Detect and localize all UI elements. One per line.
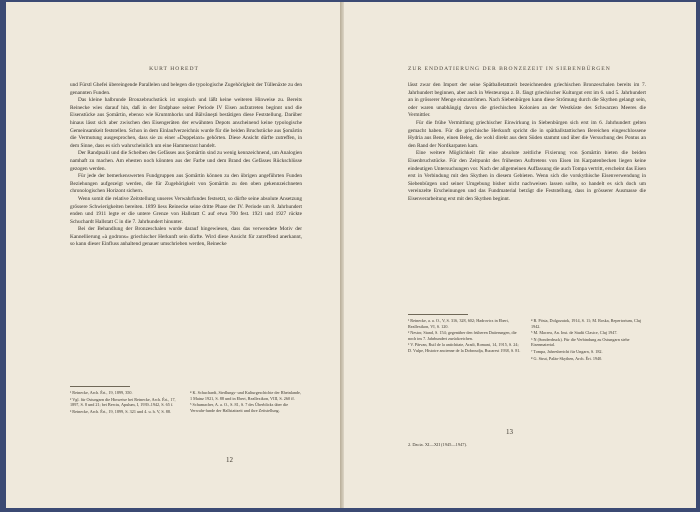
running-head: ZUR ENDDATIERUNG DER BRONZEZEIT IN SIEBENBÜRGEN	[408, 66, 611, 72]
footnote: ¹ Reinecke, Arch. Ért., 19, 1899, 350.	[70, 390, 133, 395]
footnote: ⁶ N (Sonderdruck). Für die Verbindung zu Ostungarn siehe Eisenmaterial.	[531, 336, 630, 348]
paragraph: Wenn somit die relative Zeitstellung unseres Verwahrfundes festsetzt, so dürfte seine absolute Ansetzung grössere Schwierigkeiten bereiten. 1899 liess Reinecke seine dritte Phase der IV. Periode um 8. Jahrhundert enden und 1911 legte er die untere Grenze von Hallstatt C auf etwa 700 fest. 1921 und 1927 rückte Schuchardt Hallstatt C in die 7. Jahrhundert hinunter.	[70, 195, 302, 225]
paragraph: lässt zwar den Import der seine Spätballetattzeit bezeichnenden griechischen Bronzeschalen bereits im 7. Jahrhundert beginnen, aber auch in Westeuropa z. B. fängt griechischer Kulturgut erst im 6. und 5. Jahrhundert an in grösserer Menge einzuströmen. Nach Siebenbürgen kann diese Strömung durch die Skythen gelangt sein, oder waren unabhängig davon die griechischen Kolonien an der Westküste des Schwarzen Meeres die Vermittler.	[408, 82, 646, 119]
page-number: 12	[226, 456, 233, 464]
footnote: ⁸ G. Strut, Paläo-Skythen, Arch. Ért. 1940.	[531, 355, 603, 361]
paragraph: Eine weitere Möglichkeit für eine absolute zeitliche Fixierung von Şomărtin bieten die beiden Eisenbruchstücke. Für den Zeitpunkt des frühesten Auftretens von Eisen im Karpatenbecken liegen keine eindeutigen Untersuchungen vor. Nach der allgemeinen Auffassung die auch Tompa vertritt, erscheint das Eisen erst in Verbindung mit den Skythen in diesem Gebieten. Wenn sich die vorskythische Eisenverwendung in Siebenbürgen und seiner Umgebung bisher nicht nachweisen lassen sollte, so handelt es sich doch um vereinzelte Erscheinungen und das Fundmaterial beträgt die Feststellung, dass in grösserer Ausmasse die Eisenverarbeitung erst mit den Skythen beginnt.	[408, 150, 646, 202]
footnote: ⁷ Tompa, Jahresbericht für Ungarn, S. 182.	[531, 348, 603, 354]
printer-signature: 2. Dacia. XI—XII (1945—1947).	[408, 442, 468, 447]
left-page	[6, 2, 343, 508]
footnote: ³ Reinecke, Arch. Ért., 19, 1899, S. 321 und 4. u. h. V, S. 88.	[70, 408, 172, 414]
footnote: ⁴ B. Pösta, Dolgozatok, 1914, S. 11; M. Roska, Repertorium, Cluj 1942.	[531, 318, 642, 329]
footnote-rule	[408, 314, 468, 315]
paragraph: Das kleine halbrunde Bronzebruchstück ist utopisch und läßt keine weiteren Hinweise zu. Bereits Reinecke wies darauf hin, daß in der Endphase seiner Periode IV Eisen aufzutreten beginnt und die Eisenstücke aus Şomărtin, ebenso wie Krummhorks und Bălvăneşti bestätigen diese Feststellung. Darüber hinaus lässt sich aber zwischen den Eisengeräten der erwähnten Depots anscheinend keine typologische Gemeinsamkeit feststellen. Schon in dem Einlaufverzeichnis wurde für die beiden Bruchstücke aus Şomărtin die Vermutung ausgesprochen, dass sie zu einer »Doppelaxt« gehörten. Diese Ansicht dürfte zutreffen, in dem Sinne, dass es sich wahrscheinlich um eine Hammeraxt handelt.	[70, 97, 302, 149]
footnote: ⁵ M. Macrea, An. Inst. de Studii Clasice, Cluj 1947.	[531, 330, 618, 336]
paragraph: Der Randpsalii und die Scheiben des Gefässes aus Şomărtin sind zu wenig kennzeichnend, um Analogien namhaft zu machen. Am ehesten noch könnten aus der Farbe und dem Brand des Gefässes Rückschlüsse gezogen werden.	[70, 150, 302, 172]
right-page	[344, 2, 696, 508]
paragraph: Bei der Behandlung der Bronzeschalen wurde darauf hingewiesen, dass das verwendete Motiv der Kannellierung »à godrons« griechischer Herkunft sein dürfte. Wird diese Ansicht für zutreffend anerkannt, so kann dieser Einfluss anhaltend genauer umschrieben werden, Reinecke	[70, 226, 302, 248]
footnote: ³ V. Pârvan, Ruil de la antichitate, Aradi, Romani, 14, 1915, S. 24; D. Vulpe, Histoire ancienne de la Dobroudja, Bucarest 1938, S. 81.	[408, 342, 521, 353]
running-head: KURT HOREDT	[149, 66, 199, 72]
footnote: ² Nestor, Stand, S. 154; gegenüber den früheren Datierungen, die noch ins 7. Jahrhundert zurückreichen.	[408, 330, 517, 341]
footnotes	[408, 318, 646, 361]
footnote: ² Vgl. für Ostungarn die Hinweise bei Reinecke, Arch. Ért., 17, 1897, S. 8 und 21; bei Berciu, Apulum, I, 1939–1942, S. 65 f.	[70, 396, 176, 408]
paragraph: Für die frühe Vermittlung griechischer Einwirkung in Siebenbürgen sich erst im 6. Jahrhundert gelten gemacht haben. Für die griechische Herkunft spricht die in späthallstattischen Bereichen eingeschlossene Hydria aus Bene, einen Beleg, die wohl direkt aus dem Süden stammt und über die Versuchung des Pontus an den Rand der Nordkarpaten kam.	[408, 119, 646, 149]
footnote: ⁴ K. Schuchardt, Siedlungs- und Kulturgeschichte der Rheinlande, 1 Mainz 1921, S. 88 und in Ebert, Reallexikon, VIII, S. 260 ff.	[190, 390, 301, 401]
body-text	[70, 82, 302, 249]
paragraph: und Fürstl Ghefei übereingende Parallelen und belegen die typologische Zugehörigkeit der Tüllenäxte zu den genannten Funden.	[70, 82, 302, 96]
footnotes	[70, 390, 302, 415]
footnote: ¹ Reinecke, a. a. O., V, S. 316, 328, 602; Hadrovics in Ebert, Reallexikon, VI, S. 120.	[408, 318, 509, 329]
page-number: 13	[506, 428, 513, 436]
body-text	[408, 82, 646, 204]
footnote: ⁵ Schumacher, A. a. O., S. 81, S. 7 des Überblicks über die Verwahr-funde der Hallstattzeit und ihre Zeitstellung.	[190, 402, 289, 413]
paragraph: Für jede der bemerkenswerten Fundgruppen aus Şomărtin können zu den übrigen angeführten Funden Beziehungen aufgezeigt werden, die für Zugehörigkeit von Şomărtin zu den oben gekennzeichneten chronologischen Horizont sichern.	[70, 173, 302, 195]
footnote-rule	[70, 386, 130, 387]
